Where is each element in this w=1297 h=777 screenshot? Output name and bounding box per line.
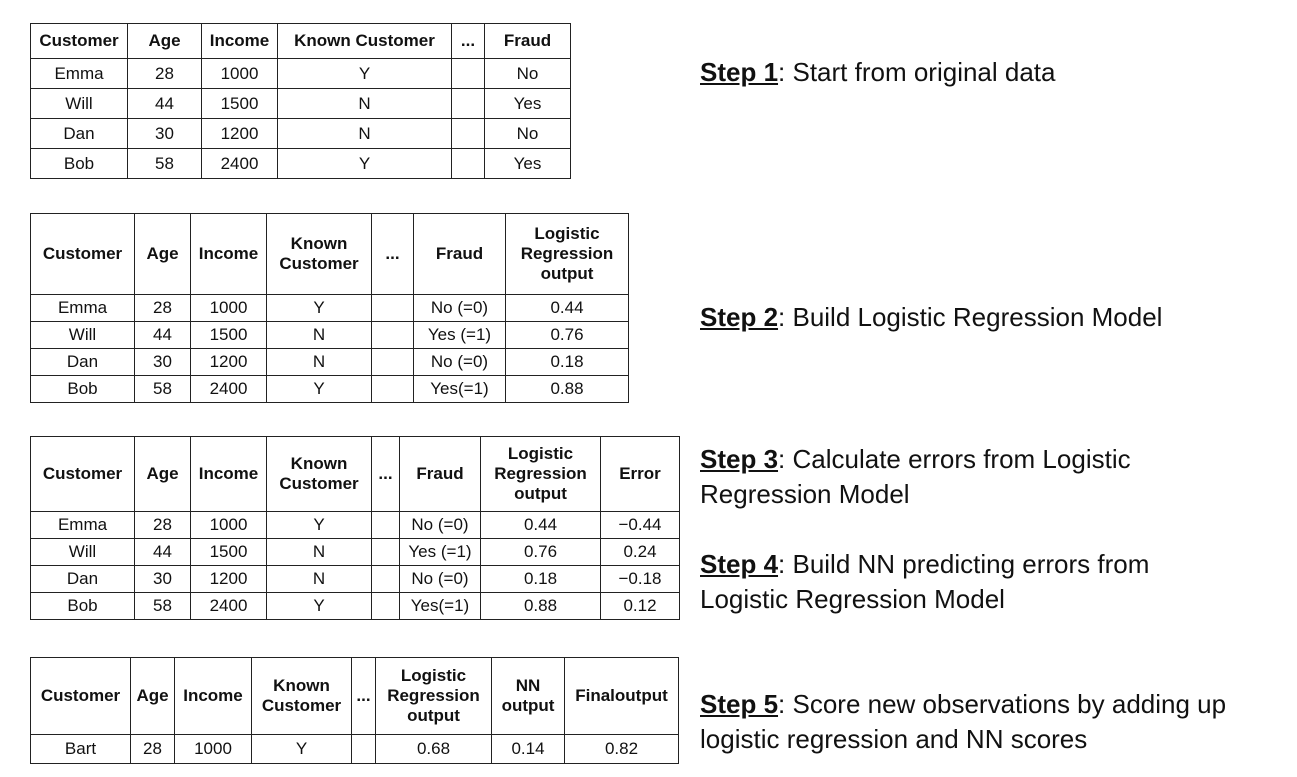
column-header: Known Customer	[278, 24, 452, 59]
column-header: Income	[175, 658, 252, 735]
table-cell: 1000	[202, 59, 278, 89]
column-header: Customer	[31, 658, 131, 735]
table-cell	[372, 295, 414, 322]
table-cell	[352, 735, 376, 764]
table-cell	[452, 89, 485, 119]
step-4-caption	[700, 547, 1149, 617]
table-cell: Y	[252, 735, 352, 764]
column-header: Income	[191, 437, 267, 512]
step-label: Step 3	[700, 444, 779, 474]
table-cell: 1500	[191, 539, 267, 566]
table-cell	[372, 376, 414, 403]
table-cell: Yes	[485, 89, 571, 119]
table-header-row	[31, 214, 629, 295]
table-cell: No (=0)	[414, 349, 506, 376]
table-cell: Yes (=1)	[414, 322, 506, 349]
table-cell	[372, 322, 414, 349]
step-text: : Build Logistic Regression Model	[778, 302, 1163, 332]
step-label: Step 4	[700, 549, 779, 579]
table-cell: 0.14	[492, 735, 565, 764]
table-cell: 0.82	[565, 735, 679, 764]
step-text-line2: Regression Model	[700, 479, 910, 509]
table-header-row	[31, 658, 679, 735]
table-cell: 0.76	[506, 322, 629, 349]
table-row	[31, 89, 571, 119]
table-cell: 1500	[191, 322, 267, 349]
table-cell: Yes(=1)	[400, 593, 481, 620]
column-header: Logistic Regression output	[481, 437, 601, 512]
table-cell: 1500	[202, 89, 278, 119]
table-cell: 2400	[202, 149, 278, 179]
table-cell: −0.18	[601, 566, 680, 593]
table-cell: Yes	[485, 149, 571, 179]
step-2-caption	[700, 300, 1162, 335]
table-cell: No (=0)	[414, 295, 506, 322]
table-cell: Bob	[31, 593, 135, 620]
table-cell: 28	[135, 512, 191, 539]
step-text: : Calculate errors from Logistic	[778, 444, 1131, 474]
table-cell: N	[278, 89, 452, 119]
table-row	[31, 295, 629, 322]
step-label: Step 1	[700, 57, 779, 87]
column-header: Customer	[31, 214, 135, 295]
column-header: Logistic Regression output	[376, 658, 492, 735]
column-header: Age	[135, 437, 191, 512]
table-row	[31, 59, 571, 89]
column-header: Customer	[31, 24, 128, 59]
error-table	[30, 436, 680, 620]
column-header: Known Customer	[252, 658, 352, 735]
table-cell: Dan	[31, 566, 135, 593]
column-header: ...	[452, 24, 485, 59]
table-cell: N	[267, 322, 372, 349]
table-cell: 58	[128, 149, 202, 179]
table-cell	[452, 119, 485, 149]
table-cell: 0.44	[506, 295, 629, 322]
original-data-table	[30, 23, 571, 179]
table-cell: 58	[135, 376, 191, 403]
table-cell: 0.44	[481, 512, 601, 539]
column-header: Error	[601, 437, 680, 512]
column-header: ...	[372, 437, 400, 512]
table-cell	[372, 593, 400, 620]
column-header: ...	[352, 658, 376, 735]
step-text: : Build NN predicting errors from	[778, 549, 1150, 579]
table-cell: 0.68	[376, 735, 492, 764]
table-row	[31, 539, 680, 566]
table-cell: N	[278, 119, 452, 149]
column-header: Fraud	[485, 24, 571, 59]
table-cell: 0.18	[506, 349, 629, 376]
column-header: Known Customer	[267, 437, 372, 512]
table-cell: 58	[135, 593, 191, 620]
table-cell: Y	[267, 376, 372, 403]
table-cell: 2400	[191, 593, 267, 620]
table-cell: Bob	[31, 376, 135, 403]
table-row	[31, 149, 571, 179]
column-header: Fraud	[414, 214, 506, 295]
table-cell: Y	[267, 593, 372, 620]
column-header: Income	[191, 214, 267, 295]
step-label: Step 5	[700, 689, 779, 719]
table-cell: Bart	[31, 735, 131, 764]
column-header: ...	[372, 214, 414, 295]
table-cell: Dan	[31, 349, 135, 376]
column-header: Age	[135, 214, 191, 295]
table-cell: No	[485, 119, 571, 149]
table-cell: 0.76	[481, 539, 601, 566]
table-row	[31, 322, 629, 349]
table-cell: 1000	[175, 735, 252, 764]
table-header-row	[31, 24, 571, 59]
table-cell: 28	[131, 735, 175, 764]
table-cell: 28	[128, 59, 202, 89]
table-cell: No	[485, 59, 571, 89]
table-cell: Dan	[31, 119, 128, 149]
column-header: Customer	[31, 437, 135, 512]
table-cell: 1200	[202, 119, 278, 149]
table-cell: −0.44	[601, 512, 680, 539]
table-row	[31, 376, 629, 403]
step-text-line2: logistic regression and NN scores	[700, 724, 1088, 754]
table-row	[31, 512, 680, 539]
table-cell: Y	[278, 59, 452, 89]
table-cell: 1200	[191, 566, 267, 593]
table-header-row	[31, 437, 680, 512]
table-cell: 1000	[191, 512, 267, 539]
table-cell: 2400	[191, 376, 267, 403]
table-cell: Emma	[31, 59, 128, 89]
step-3-caption	[700, 442, 1131, 512]
column-header: Age	[131, 658, 175, 735]
step-5-caption	[700, 687, 1226, 757]
step-text: : Start from original data	[778, 57, 1056, 87]
table-cell: 1000	[191, 295, 267, 322]
table-cell: Will	[31, 89, 128, 119]
table-cell: N	[267, 539, 372, 566]
table-cell	[452, 59, 485, 89]
table-cell: 1200	[191, 349, 267, 376]
step-1-caption	[700, 55, 1056, 90]
scoring-table	[30, 657, 679, 764]
table-row	[31, 735, 679, 764]
table-cell: No (=0)	[400, 566, 481, 593]
table-cell: 30	[135, 349, 191, 376]
table-cell: Y	[267, 512, 372, 539]
table-cell: Will	[31, 322, 135, 349]
table-cell: Y	[278, 149, 452, 179]
table-cell: Yes(=1)	[414, 376, 506, 403]
column-header: Fraud	[400, 437, 481, 512]
table-cell: 28	[135, 295, 191, 322]
table-cell	[372, 566, 400, 593]
table-cell	[372, 512, 400, 539]
table-cell: Bob	[31, 149, 128, 179]
column-header: Age	[128, 24, 202, 59]
table-cell: Emma	[31, 512, 135, 539]
table-cell	[452, 149, 485, 179]
table-cell: 44	[128, 89, 202, 119]
table-row	[31, 119, 571, 149]
table-cell: N	[267, 566, 372, 593]
table-cell: Yes (=1)	[400, 539, 481, 566]
step-text-line2: Logistic Regression Model	[700, 584, 1005, 614]
table-cell	[372, 539, 400, 566]
table-cell: 0.24	[601, 539, 680, 566]
step-text: : Score new observations by adding up	[778, 689, 1227, 719]
table-cell: No (=0)	[400, 512, 481, 539]
table-cell: N	[267, 349, 372, 376]
table-cell: 0.88	[506, 376, 629, 403]
table-cell: 0.12	[601, 593, 680, 620]
table-cell: Will	[31, 539, 135, 566]
column-header: NN output	[492, 658, 565, 735]
logistic-regression-table	[30, 213, 629, 403]
table-cell: 30	[135, 566, 191, 593]
table-cell: 0.18	[481, 566, 601, 593]
column-header: Finaloutput	[565, 658, 679, 735]
column-header: Logistic Regression output	[506, 214, 629, 295]
table-cell	[372, 349, 414, 376]
table-cell: 44	[135, 322, 191, 349]
table-cell: 30	[128, 119, 202, 149]
table-cell: Emma	[31, 295, 135, 322]
table-row	[31, 593, 680, 620]
column-header: Known Customer	[267, 214, 372, 295]
step-label: Step 2	[700, 302, 779, 332]
table-row	[31, 566, 680, 593]
table-row	[31, 349, 629, 376]
column-header: Income	[202, 24, 278, 59]
table-cell: 44	[135, 539, 191, 566]
table-cell: 0.88	[481, 593, 601, 620]
table-cell: Y	[267, 295, 372, 322]
